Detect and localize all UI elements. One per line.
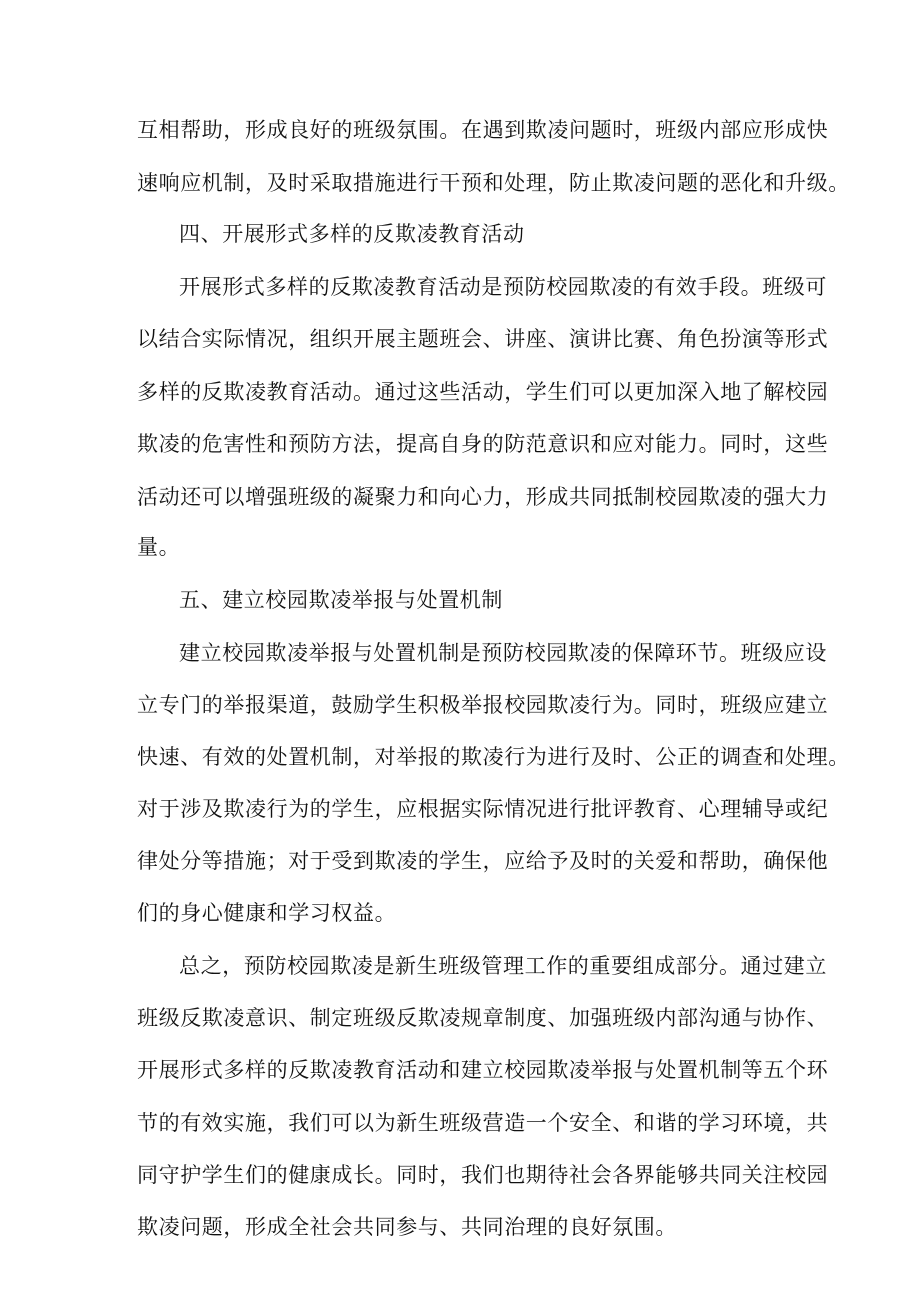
paragraph-line: 量。 [137, 535, 181, 559]
paragraph-line: 活动还可以增强班级的凝聚力和向心力，形成共同抵制校园欺凌的强大力 [137, 485, 829, 509]
paragraph-line: 班级反欺凌意识、制定班级反欺凌规章制度、加强班级内部沟通与协作、 [137, 1006, 829, 1030]
paragraph-line: 建立校园欺凌举报与处置机制是预防校园欺凌的保障环节。班级应设 [179, 641, 827, 665]
paragraph-line: 多样的反欺凌教育活动。通过这些活动，学生们可以更加深入地了解校园 [137, 380, 829, 404]
paragraph-line: 开展形式多样的反欺凌教育活动是预防校园欺凌的有效手段。班级可 [179, 275, 827, 299]
paragraph-line: 欺凌的危害性和预防方法，提高自身的防范意识和应对能力。同时，这些 [137, 432, 829, 456]
paragraph-line: 开展形式多样的反欺凌教育活动和建立校园欺凌举报与处置机制等五个环 [137, 1058, 829, 1082]
paragraph-line: 总之，预防校园欺凌是新生班级管理工作的重要组成部分。通过建立 [179, 954, 827, 978]
paragraph-line: 同守护学生们的健康成长。同时，我们也期待社会各界能够共同关注校园 [137, 1163, 829, 1187]
paragraph-line: 以结合实际情况，组织开展主题班会、讲座、演讲比赛、角色扮演等形式 [137, 327, 829, 351]
paragraph-line: 律处分等措施；对于受到欺凌的学生，应给予及时的关爱和帮助，确保他 [137, 849, 829, 873]
section-heading-four: 四、开展形式多样的反欺凌教育活动 [179, 222, 525, 246]
paragraph-line: 速响应机制，及时采取措施进行干预和处理，防止欺凌问题的恶化和升级。 [137, 171, 850, 195]
paragraph-line: 快速、有效的处置机制，对举报的欺凌行为进行及时、公正的调查和处理。 [137, 745, 850, 769]
paragraph-line: 立专门的举报渠道，鼓励学生积极举报校园欺凌行为。同时，班级应建立 [137, 693, 829, 717]
section-heading-five: 五、建立校园欺凌举报与处置机制 [179, 588, 503, 612]
paragraph-line: 对于涉及欺凌行为的学生，应根据实际情况进行批评教育、心理辅导或纪 [137, 797, 829, 821]
paragraph-line: 欺凌问题，形成全社会共同参与、共同治理的良好氛围。 [137, 1215, 677, 1239]
paragraph-line: 们的身心健康和学习权益。 [137, 901, 397, 925]
paragraph-line: 互相帮助，形成良好的班级氛围。在遇到欺凌问题时，班级内部应形成快 [137, 118, 829, 142]
paragraph-line: 节的有效实施，我们可以为新生班级营造一个安全、和谐的学习环境，共 [137, 1111, 829, 1135]
